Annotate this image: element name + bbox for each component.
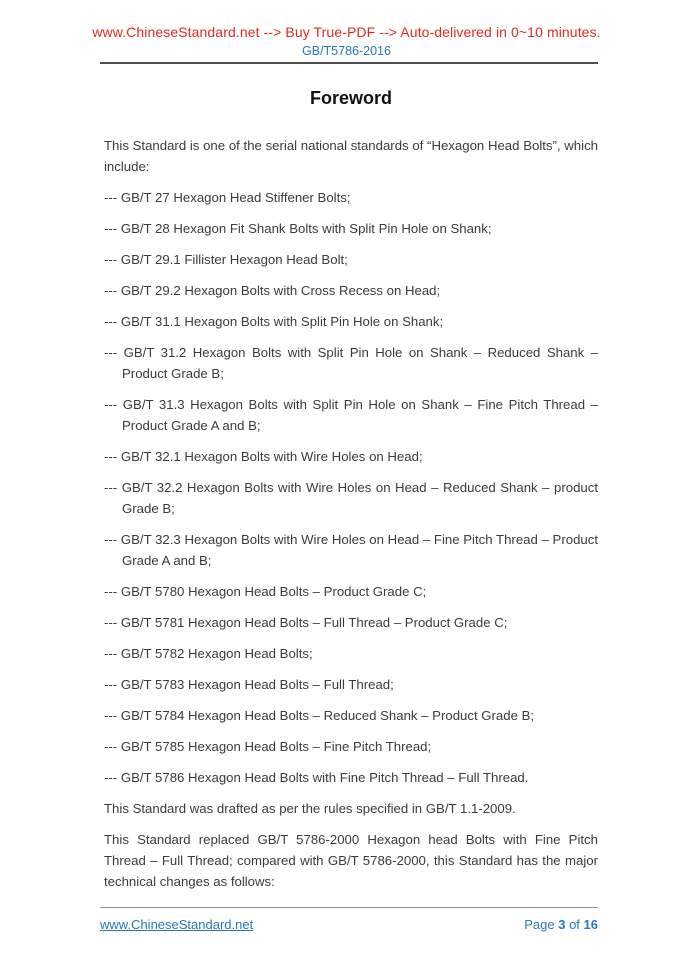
intro-paragraph: This Standard is one of the serial national standards of “Hexagon Head Bolts”, which include: [104,138,598,174]
standard-list-item: --- GB/T 28 Hexagon Fit Shank Bolts with Split Pin Hole on Shank; [104,221,492,236]
page-indicator-of: of [569,917,580,932]
drafting-note-paragraph: This Standard was drafted as per the rules specified in GB/T 1.1-2009. [104,801,516,816]
page-header [0,0,693,64]
standard-list-item: --- GB/T 5785 Hexagon Head Bolts – Fine Pitch Thread; [104,739,432,754]
standard-list-item: --- GB/T 31.3 Hexagon Bolts with Split Pin Hole on Shank – Fine Pitch Thread – Product Grade A and B; [104,397,598,433]
page-indicator-current: 3 [558,917,566,932]
standard-list-item: --- GB/T 32.2 Hexagon Bolts with Wire Holes on Head – Reduced Shank – product Grade B; [104,480,598,516]
standard-list-item: --- GB/T 5784 Hexagon Head Bolts – Reduced Shank – Product Grade B; [104,708,535,723]
standard-list-item: --- GB/T 5781 Hexagon Head Bolts – Full Thread – Product Grade C; [104,615,508,630]
promo-banner: www.ChineseStandard.net --> Buy True-PDF --> Auto-delivered in 0~10 minutes. [92,24,601,40]
standard-list-item: --- GB/T 32.3 Hexagon Bolts with Wire Holes on Head – Fine Pitch Thread – Product Grade A and B; [104,532,598,568]
standard-list-item: --- GB/T 5783 Hexagon Head Bolts – Full Thread; [104,677,394,692]
standard-list-item: --- GB/T 5782 Hexagon Head Bolts; [104,646,313,661]
standard-list-item: --- GB/T 29.2 Hexagon Bolts with Cross Recess on Head; [104,283,441,298]
standard-list-item: --- GB/T 31.1 Hexagon Bolts with Split Pin Hole on Shank; [104,314,444,329]
footer-site-link[interactable]: www.ChineseStandard.net [100,917,254,932]
page-indicator [524,917,598,932]
standard-list-item: --- GB/T 32.1 Hexagon Bolts with Wire Holes on Head; [104,449,423,464]
page-indicator-label: Page [524,917,555,932]
header-divider [100,62,598,64]
page-footer [100,907,598,932]
standard-list-item: --- GB/T 27 Hexagon Head Stiffener Bolts; [104,190,351,205]
standard-number: GB/T5786-2016 [302,44,391,58]
standard-list-item: --- GB/T 29.1 Fillister Hexagon Head Bolt; [104,252,348,267]
page-title: Foreword [309,88,392,108]
standard-list-item: --- GB/T 5780 Hexagon Head Bolts – Product Grade C; [104,584,427,599]
replacement-note-paragraph: This Standard replaced GB/T 5786-2000 Hexagon head Bolts with Fine Pitch Thread – Full Thread; compared with GB/T 5786-2000, this Standard has the major technical changes as follows: [104,832,598,889]
document-body [104,88,598,892]
standard-list-item: --- GB/T 5786 Hexagon Head Bolts with Fine Pitch Thread – Full Thread. [104,770,529,785]
standard-list-item: --- GB/T 31.2 Hexagon Bolts with Split Pin Hole on Shank – Reduced Shank – Product Grade B; [104,345,598,381]
standards-list [104,187,598,788]
page-indicator-total: 16 [583,917,598,932]
